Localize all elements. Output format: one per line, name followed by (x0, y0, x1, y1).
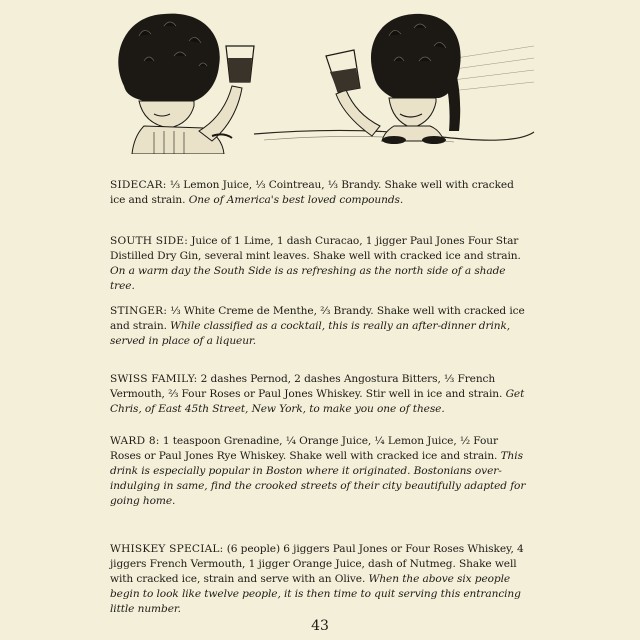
recipe-name: WHISKEY SPECIAL: (110, 543, 224, 555)
recipe-stinger (110, 304, 530, 349)
page-number: 43 (311, 618, 329, 634)
recipe-text: Juice of 1 Lime, 1 dash Curacao, 1 jigger Paul Jones Four Star Distilled Dry Gin, several mint leaves. Shake well with cracked ice and strain. (110, 235, 521, 262)
recipe-whiskey-special (110, 542, 530, 617)
recipe-note: When the above six people begin to look like twelve people, it is then time to quit serving this entrancing little number. (110, 573, 521, 615)
recipe-name: WARD 8: (110, 435, 160, 447)
recipe-text: ⅓ Lemon Juice, ⅓ Cointreau, ⅓ Brandy. Shake well with cracked ice and strain. (110, 179, 514, 206)
recipe-note: One of America's best loved compounds. (188, 194, 404, 206)
recipe-text: 2 dashes Pernod, 2 dashes Angostura Bitters, ⅓ French Vermouth, ⅔ Four Roses or Paul Jones Whiskey. Stir well in ice and strain. (110, 373, 503, 400)
recipe-note: This drink is especially popular in Boston where it originated. Bostonians over-indulging in same, find the crooked streets of their city beautifully adapted for going home. (110, 450, 526, 507)
recipe-sidecar (110, 178, 530, 208)
recipe-name: STINGER: (110, 305, 168, 317)
recipe-note: On a warm day the South Side is as refreshing as the north side of a shade tree. (110, 265, 506, 292)
toasting-guards-illustration (104, 6, 544, 154)
recipe-name: SIDECAR: (110, 179, 167, 191)
recipe-note: Get Chris, of East 45th Street, New York, to make you one of these. (110, 388, 525, 415)
recipe-text: (6 people) 6 jiggers Paul Jones or Four Roses Whiskey, 4 jiggers French Vermouth, 1 jigger Orange Juice, dash of Nutmeg. Shake well with cracked ice, strain and serve with an Olive. (110, 543, 524, 585)
recipe-name: SWISS FAMILY: (110, 373, 198, 385)
recipe-ward-8 (110, 434, 530, 509)
recipe-name: SOUTH SIDE: (110, 235, 188, 247)
left-guard (118, 14, 254, 154)
recipe-text: ⅓ White Creme de Menthe, ⅔ Brandy. Shake well with cracked ice and strain. (110, 305, 525, 332)
right-guard (326, 14, 461, 144)
recipe-text: 1 teaspoon Grenadine, ¼ Orange Juice, ¼ Lemon Juice, ½ Four Roses or Paul Jones Rye Whiskey. Shake well with cracked ice and strain. (110, 435, 498, 462)
recipe-south-side (110, 234, 530, 294)
recipe-swiss-family (110, 372, 530, 417)
recipe-note: While classified as a cocktail, this is really an after-dinner drink, served in place of a liqueur. (110, 320, 511, 347)
